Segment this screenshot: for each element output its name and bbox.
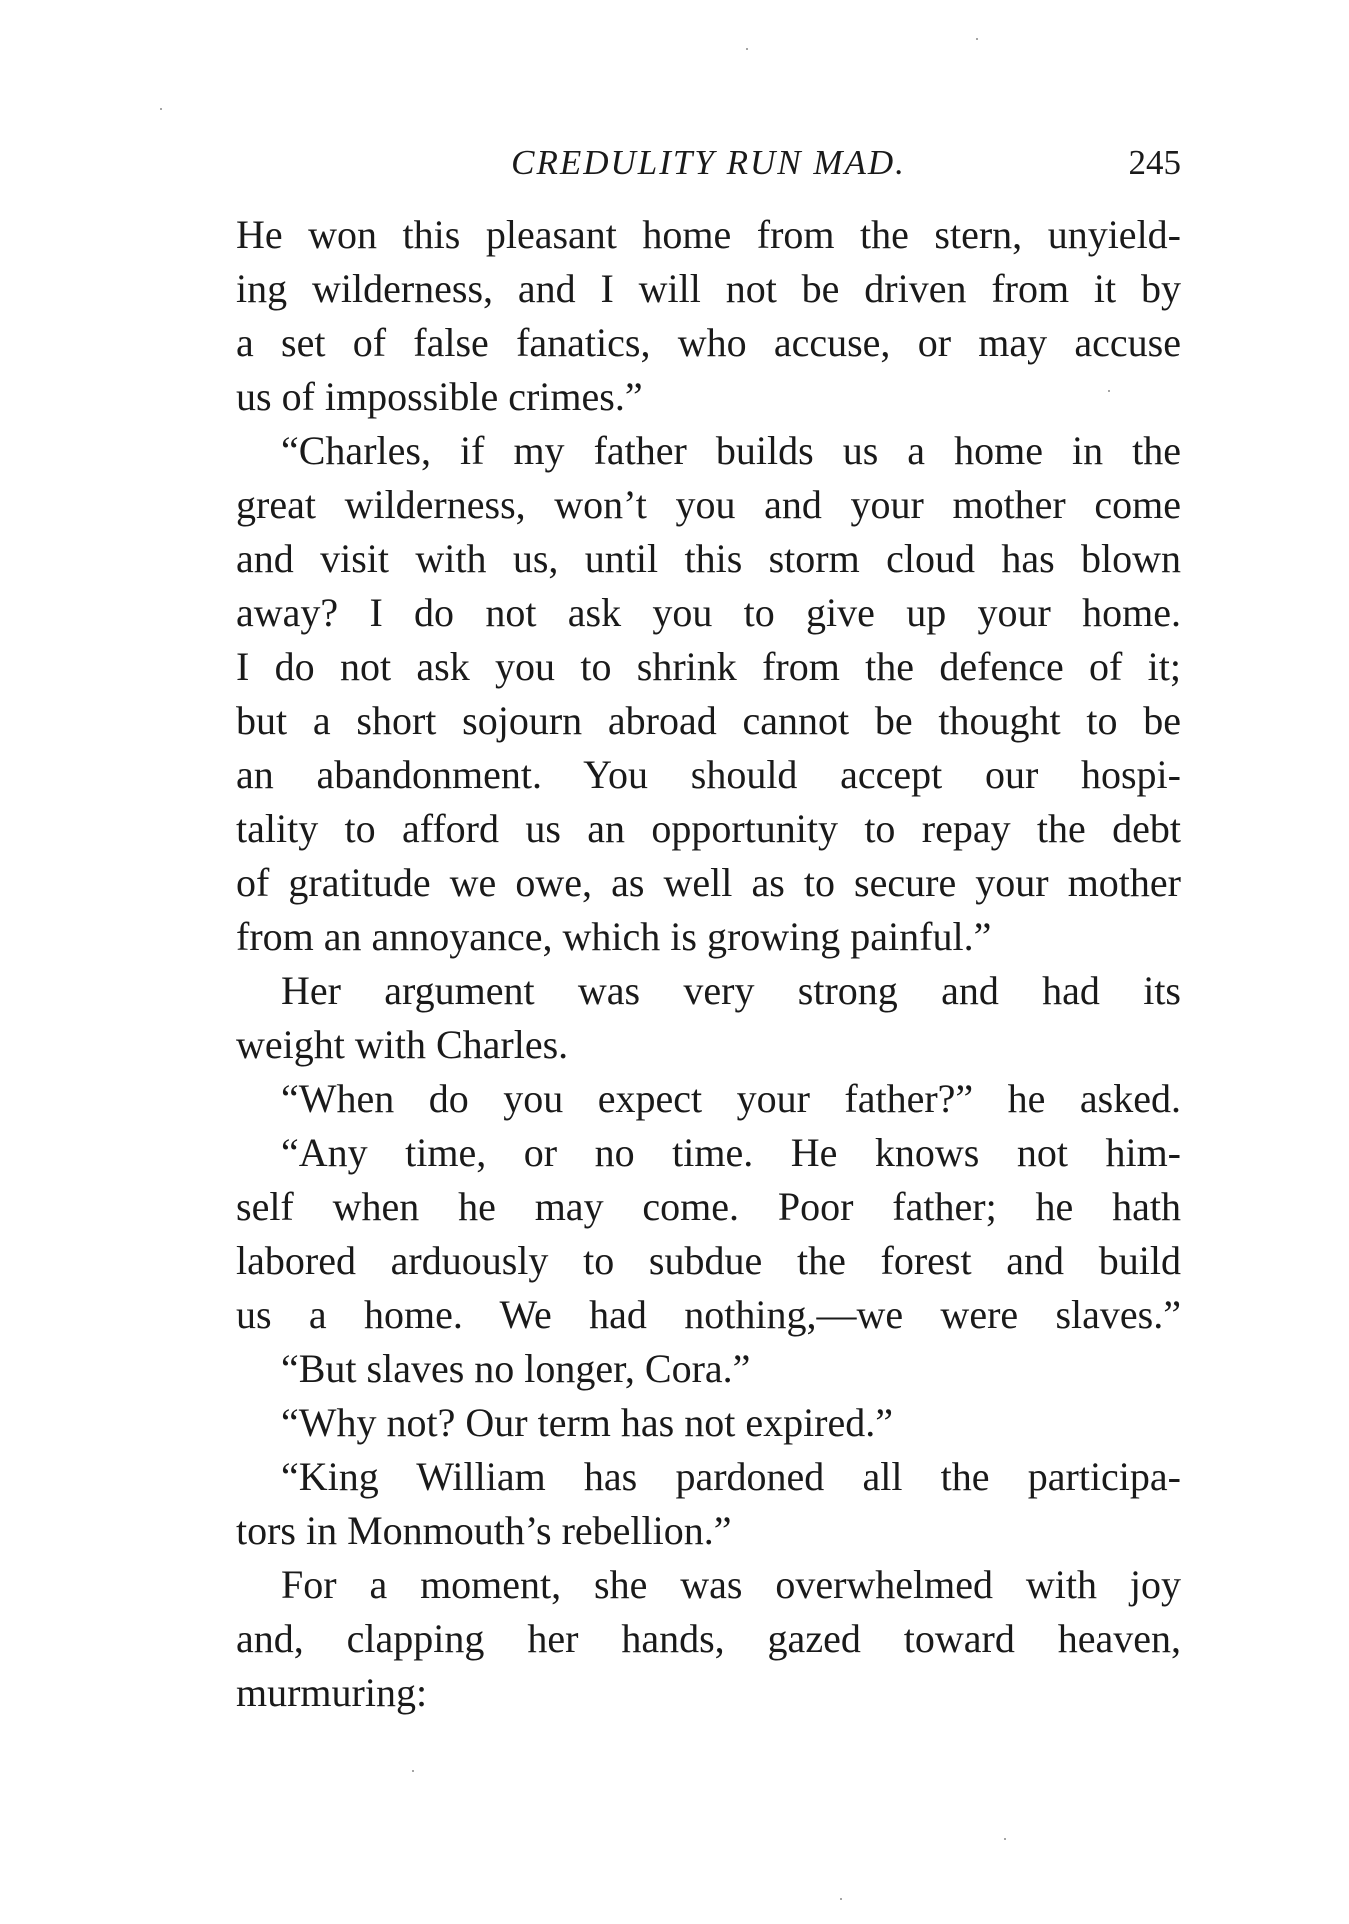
text-line: from an annoyance, which is growing painful.” bbox=[236, 914, 992, 959]
running-title: CREDULITY RUN MAD. bbox=[511, 143, 906, 182]
text-line: weight with Charles. bbox=[236, 1022, 569, 1067]
scan-speck bbox=[412, 1770, 414, 1772]
text-line: “King William has pardoned all the participa- bbox=[281, 1454, 1181, 1499]
text-line: great wilderness, won’t you and your mother come bbox=[236, 482, 1181, 527]
scan-speck bbox=[160, 108, 162, 110]
scan-speck bbox=[976, 38, 978, 40]
scan-speck bbox=[1108, 390, 1110, 392]
text-line: and, clapping her hands, gazed toward heaven, bbox=[236, 1616, 1181, 1661]
text-line: For a moment, she was overwhelmed with joy bbox=[281, 1562, 1181, 1607]
text-line: I do not ask you to shrink from the defence of it; bbox=[236, 644, 1181, 689]
text-line: an abandonment. You should accept our hospi- bbox=[236, 752, 1181, 797]
text-line: us of impossible crimes.” bbox=[236, 374, 643, 419]
text-line: ing wilderness, and I will not be driven from it by bbox=[236, 266, 1181, 311]
scan-speck bbox=[1004, 1838, 1006, 1840]
text-line: self when he may come. Poor father; he hath bbox=[236, 1184, 1181, 1229]
page-number: 245 bbox=[1128, 143, 1181, 182]
text-line: tality to afford us an opportunity to repay the debt bbox=[236, 806, 1181, 851]
running-header bbox=[236, 138, 1181, 188]
text-line: “Why not? Our term has not expired.” bbox=[281, 1400, 894, 1445]
text-line: Her argument was very strong and had its bbox=[281, 968, 1181, 1013]
text-line: and visit with us, until this storm cloud has blown bbox=[236, 536, 1181, 581]
text-line: “Any time, or no time. He knows not him- bbox=[281, 1130, 1181, 1175]
text-line: labored arduously to subdue the forest and build bbox=[236, 1238, 1181, 1283]
body-text bbox=[236, 208, 1181, 1720]
scan-speck bbox=[840, 1898, 842, 1900]
text-line: a set of false fanatics, who accuse, or may accuse bbox=[236, 320, 1181, 365]
text-line: murmuring: bbox=[236, 1670, 428, 1715]
text-line: of gratitude we owe, as well as to secure your mother bbox=[236, 860, 1181, 905]
text-line: “When do you expect your father?” he asked. bbox=[281, 1076, 1181, 1121]
text-line: “Charles, if my father builds us a home in the bbox=[281, 428, 1181, 473]
text-line: but a short sojourn abroad cannot be thought to be bbox=[236, 698, 1181, 743]
scan-speck bbox=[746, 48, 748, 50]
text-line: tors in Monmouth’s rebellion.” bbox=[236, 1508, 732, 1553]
text-line: He won this pleasant home from the stern, unyield- bbox=[236, 212, 1181, 257]
text-line: away? I do not ask you to give up your home. bbox=[236, 590, 1181, 635]
text-line: us a home. We had nothing,—we were slaves.” bbox=[236, 1292, 1181, 1337]
text-line: “But slaves no longer, Cora.” bbox=[281, 1346, 751, 1391]
